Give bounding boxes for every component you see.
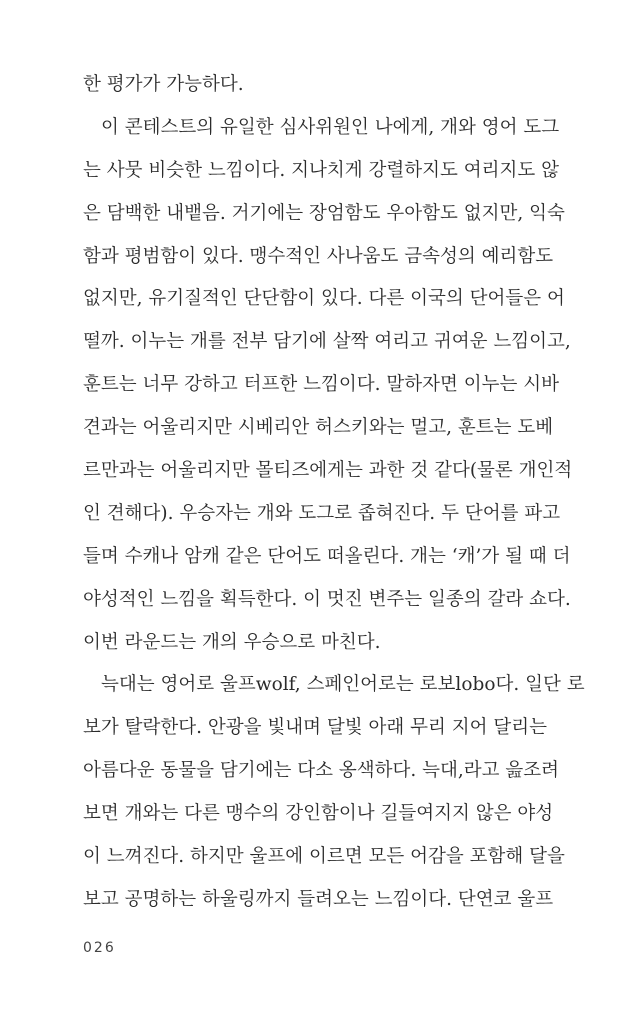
text-line: 함과 평범함이 있다. 맹수적인 사나움도 금속성의 예리함도	[83, 245, 554, 267]
text-line: 야성적인 느낌을 획득한다. 이 멋진 변주는 일종의 갈라 쇼다.	[83, 588, 571, 610]
text-line: 이 콘테스트의 유일한 심사위원인 나에게, 개와 영어 도그	[101, 116, 560, 138]
text-line: 이번 라운드는 개의 우승으로 마친다.	[83, 631, 381, 653]
text-line: 이 느껴진다. 하지만 울프에 이르면 모든 어감을 포함해 달을	[83, 846, 565, 868]
text-line: 없지만, 유기질적인 단단함이 있다. 다른 이국의 단어들은 어	[83, 288, 565, 310]
text-line: 훈트는 너무 강하고 터프한 느낌이다. 말하자면 이누는 시바	[83, 374, 559, 396]
text-line: 는 사뭇 비슷한 느낌이다. 지나치게 강렬하지도 여리지도 않	[83, 159, 559, 181]
page-number: 026	[83, 940, 116, 956]
text-line: 보고 공명하는 하울링까지 들려오는 느낌이다. 단연코 울프	[83, 888, 554, 910]
text-line: 견과는 어울리지만 시베리안 허스키와는 멀고, 훈트는 도베	[83, 417, 554, 439]
body-text	[83, 64, 585, 922]
text-line: 보면 개와는 다른 맹수의 강인함이나 길들여지지 않은 야성	[83, 803, 554, 825]
text-line: 늑대는 영어로 울프wolf, 스페인어로는 로보lobo다. 일단 로	[101, 674, 585, 696]
text-line: 은 담백한 내뱉음. 거기에는 장엄함도 우아함도 없지만, 익숙	[83, 202, 565, 224]
text-line: 떨까. 이누는 개를 전부 담기에 살짝 여리고 귀여운 느낌이고,	[83, 331, 571, 353]
text-line: 아름다운 동물을 담기에는 다소 옹색하다. 늑대,라고 읊조려	[83, 760, 559, 782]
text-line: 보가 탈락한다. 안광을 빛내며 달빛 아래 무리 지어 달리는	[83, 717, 547, 739]
text-line: 르만과는 어울리지만 몰티즈에게는 과한 것 같다(물론 개인적	[83, 460, 573, 482]
text-line: 인 견해다). 우승자는 개와 도그로 좁혀진다. 두 단어를 파고	[83, 502, 561, 524]
text-line: 한 평가가 가능하다.	[83, 74, 244, 95]
text-line: 들며 수캐나 암캐 같은 단어도 떠올린다. 개는 ‘캐’가 될 때 더	[83, 545, 571, 567]
